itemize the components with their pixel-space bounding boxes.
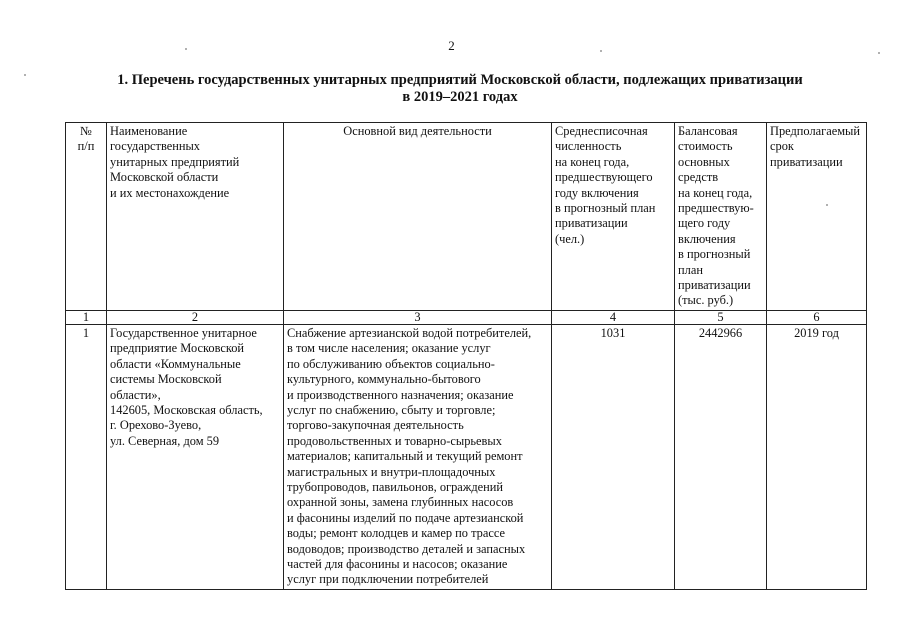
scan-speck [185, 48, 187, 50]
page-number: 2 [448, 38, 455, 53]
header-privatization-term: Предполагаемый срок приватизации [767, 123, 867, 311]
header-employees: Среднесписочная численность на конец года, предшествующего году включения в прогнозный план приватизации (чел.) [552, 123, 675, 311]
title-line-1: 1. Перечень государственных унитарных предприятий Московской области, подлежащих приватизации [117, 72, 803, 88]
scan-speck [600, 50, 602, 52]
column-number: 1 [66, 310, 107, 324]
main-activity: Снабжение артезианской водой потребителей, в том числе населения; оказание услуг по обслуживанию объектов социально- культурного, коммунально-бытового и производственного назначения; оказание услуг по снабжению, сбыту и торговле; торгово-закупочная деятельность продовольственных и товарно-сырьевых материалов; капитальный и текущий ремонт магистральных и внутри-площадочных трубопроводов, павильонов, ограждений охранной зоны, замена глубинных насосов и фасонины изделий по подаче артезианской воды; ремонт колодцев и камер по трассе водоводов; производство деталей и запасных частей для фасонины и насосов; оказание услуг при подключении потребителей [284, 324, 552, 589]
scan-speck [24, 74, 26, 76]
row-number: 1 [66, 324, 107, 589]
table-row [66, 324, 867, 589]
header-activity: Основной вид деятельности [284, 123, 552, 311]
balance-value: 2442966 [675, 324, 767, 589]
column-number: 2 [107, 310, 284, 324]
header-name: Наименование государственных унитарных предприятий Московской области и их местонахождение [107, 123, 284, 311]
header-number: № п/п [66, 123, 107, 311]
column-number: 3 [284, 310, 552, 324]
enterprise-name: Государственное унитарное предприятие Московской области «Коммунальные системы Московской области», 142605, Московская область, г. Орехово-Зуево, ул. Северная, дом 59 [107, 324, 284, 589]
column-number: 4 [552, 310, 675, 324]
document-title [60, 72, 860, 106]
header-row [66, 123, 867, 311]
scan-speck [878, 52, 880, 54]
column-number-row [66, 310, 867, 324]
privatization-term: 2019 год [767, 324, 867, 589]
privatization-table [65, 122, 867, 590]
scan-speck [826, 204, 828, 206]
header-balance-value: Балансовая стоимость основных средств на конец года, предшествую- щего году включения в прогнозный план приватизации (тыс. руб.) [675, 123, 767, 311]
title-line-2: в 2019–2021 годах [402, 89, 518, 105]
column-number: 6 [767, 310, 867, 324]
employee-count: 1031 [552, 324, 675, 589]
column-number: 5 [675, 310, 767, 324]
